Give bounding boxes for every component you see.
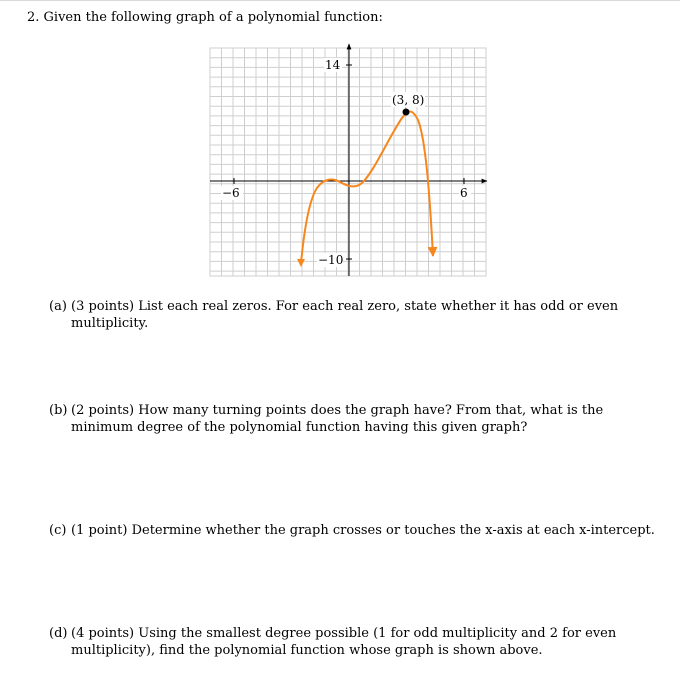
- question-number: 2.: [27, 10, 40, 25]
- point-label: (3, 8): [392, 93, 425, 107]
- part-a-label: (a): [49, 299, 67, 314]
- part-a-text: (3 points) List each real zeros. For each real zero, state whether it has odd or even multiplicity.: [71, 299, 619, 331]
- local-max-point: [403, 109, 410, 116]
- part-d-text: (4 points) Using the smallest degree possible (1 for odd multiplicity and 2 for even multiplicity), find the polynomial function whose graph is shown above.: [71, 626, 617, 658]
- polynomial-graph: [0, 0, 680, 300]
- question-prompt: Given the following graph of a polynomial function:: [43, 10, 383, 25]
- part-c-label: (c): [49, 523, 67, 538]
- part-d-label: (d): [49, 626, 68, 641]
- y-tick-label-top: 14: [325, 58, 341, 72]
- x-tick-label-pos: 6: [460, 186, 468, 200]
- part-b-label: (b): [49, 403, 68, 418]
- part-b-text: (2 points) How many turning points does the graph have? From that, what is the minimum degree of the polynomial function having this given graph?: [71, 403, 604, 435]
- x-tick-label-neg: −6: [222, 186, 240, 200]
- part-c-text: (1 point) Determine whether the graph crosses or touches the x-axis at each x-intercept.: [71, 523, 655, 538]
- y-tick-label-bottom: −10: [318, 253, 344, 267]
